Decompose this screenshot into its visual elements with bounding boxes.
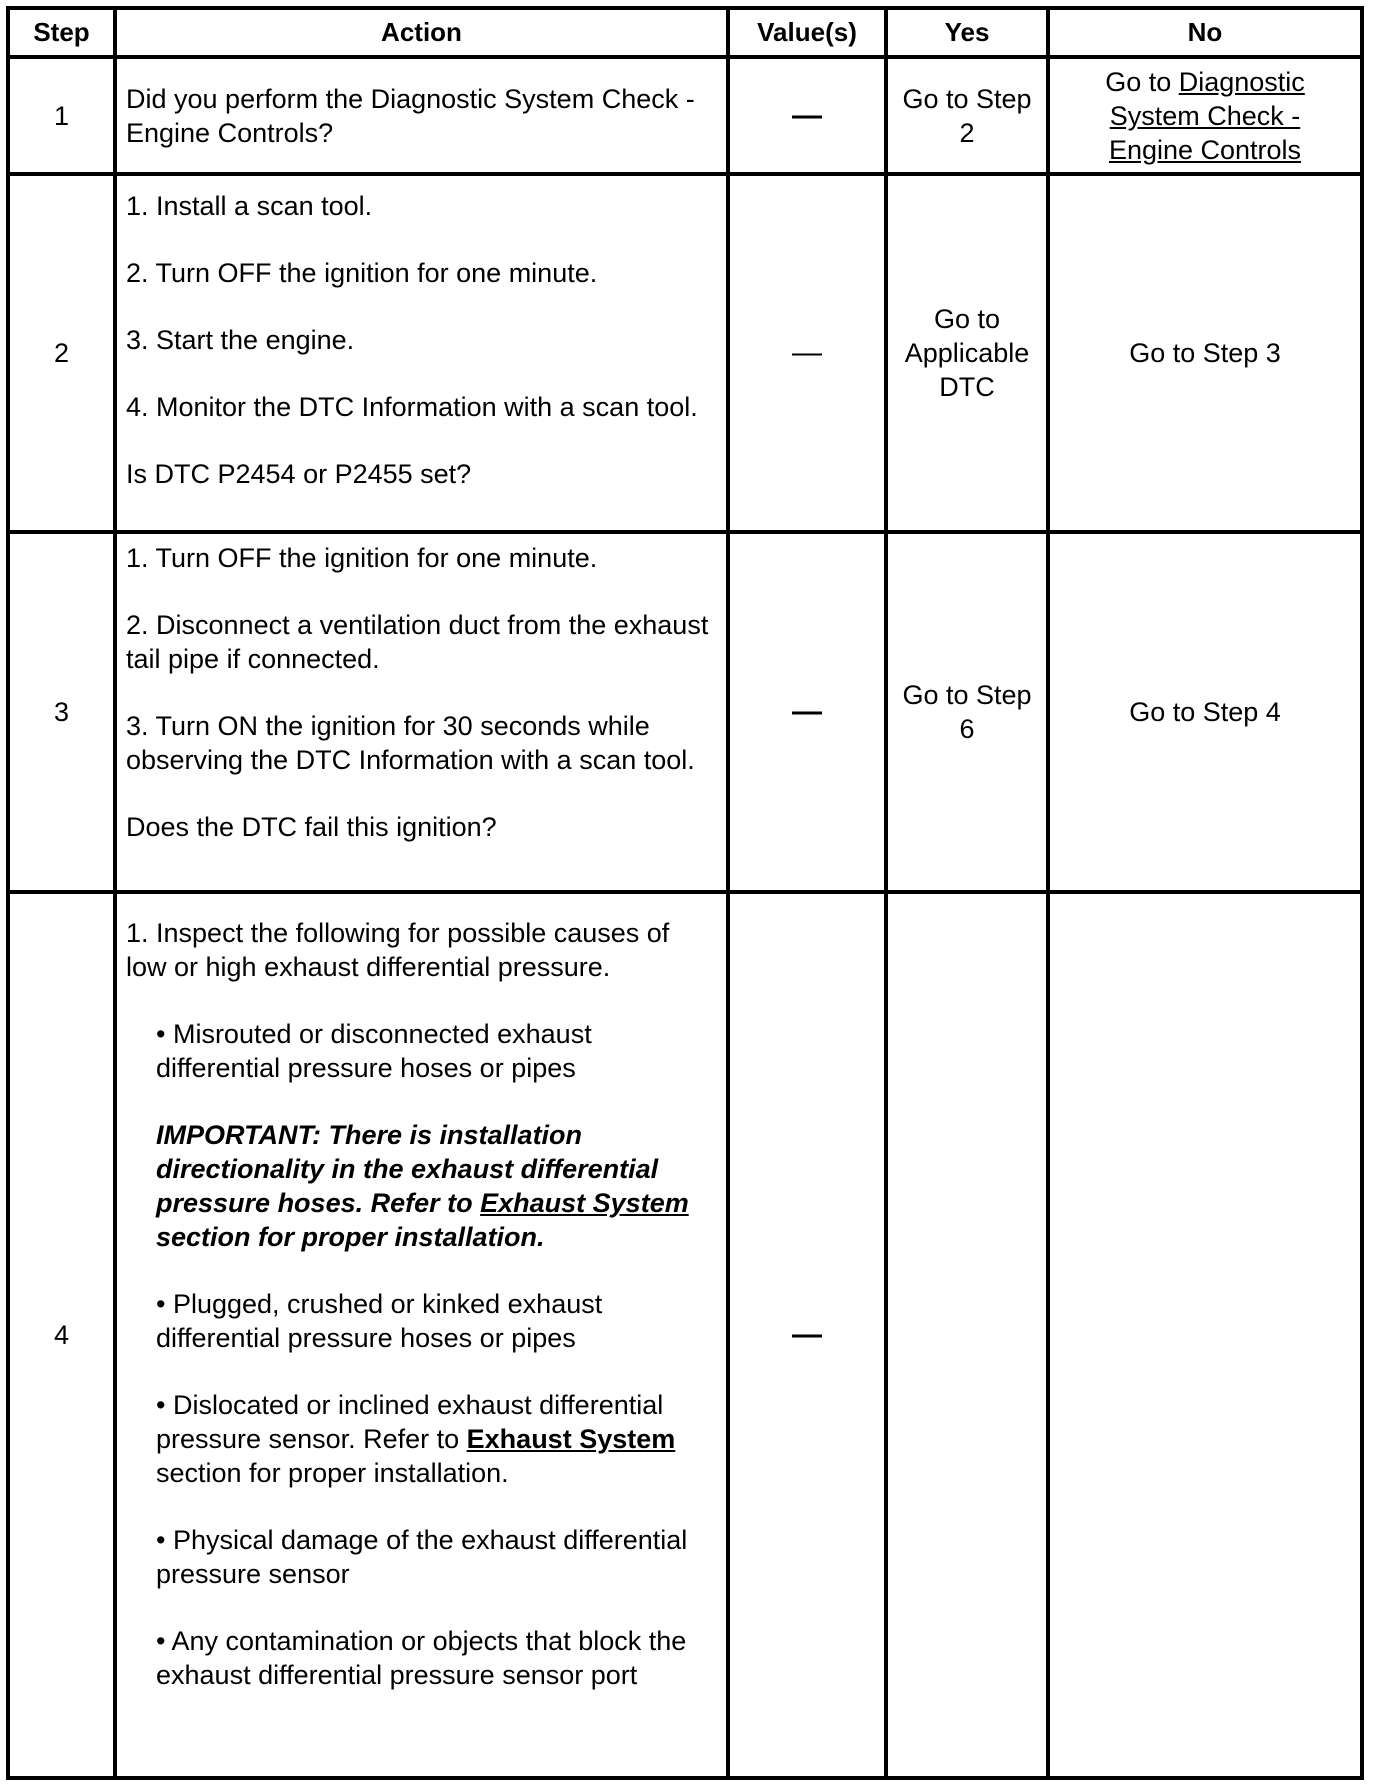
table-border-right	[1360, 6, 1364, 1780]
row2-step: 2	[53, 338, 70, 368]
row1-yes-text: Go to Step 2	[902, 83, 1032, 148]
row4-bullet-plugged: • Plugged, crushed or kinked exhaust differential pressure hoses or pipes	[156, 1289, 603, 1353]
header-yes: Yes	[944, 17, 990, 47]
row2-no	[1050, 176, 1360, 530]
row4-bullet-dislocated	[126, 1388, 716, 1490]
row3-value	[730, 534, 884, 890]
row1-value	[730, 59, 884, 172]
row3-step: 3	[53, 697, 70, 727]
row4-no	[1050, 894, 1360, 1776]
row3-yes-text: Go to Step 6	[902, 680, 1032, 744]
row4-yes	[888, 894, 1046, 1776]
row3-yes	[888, 534, 1046, 890]
row1-action-text: Did you perform the Diagnostic System Check - Engine Controls?	[126, 84, 695, 148]
exhaust-system-link-important[interactable]: Exhaust System	[480, 1188, 689, 1218]
row4-important-note	[126, 1118, 716, 1254]
row4-bullet-contamination: • Any contamination or objects that block the exhaust differential pressure sensor port	[156, 1626, 687, 1690]
row4-step: 4	[53, 1320, 70, 1350]
row1-action	[117, 59, 726, 172]
table-border-bottom	[6, 1776, 1364, 1780]
row3-no-text: Go to Step 4	[1129, 697, 1281, 727]
dislocated-text-a: • Dislocated or inclined exhaust differential pressure sensor. Refer to	[156, 1390, 664, 1454]
row3-action-item-3: 3. Turn ON the ignition for 30 seconds while observing the DTC Information with a scan tool.	[126, 711, 695, 775]
row4-bullet-misrouted: • Misrouted or disconnected exhaust differential pressure hoses or pipes	[156, 1019, 592, 1083]
header-values: Value(s)	[757, 17, 857, 47]
row1-no	[1050, 59, 1360, 172]
row2-action-question: Is DTC P2454 or P2455 set?	[126, 459, 472, 489]
row4-action-intro: 1. Inspect the following for possible causes of low or high exhaust differential pressure.	[126, 918, 670, 982]
row3-action	[117, 534, 726, 890]
row2-action-item-3: 3. Start the engine.	[126, 325, 355, 355]
row3-action-item-2: 2. Disconnect a ventilation duct from the exhaust tail pipe if connected.	[126, 610, 709, 674]
row2-action-item-4: 4. Monitor the DTC Information with a scan tool.	[126, 392, 698, 422]
row1-value-dash: —	[792, 98, 822, 132]
row3-no	[1050, 534, 1360, 890]
diagnostic-table	[6, 6, 1364, 1780]
row1-yes	[888, 59, 1046, 172]
row4-action	[117, 894, 726, 1776]
row1-step: 1	[53, 100, 70, 131]
header-step: Step	[33, 17, 90, 47]
row4-value-dash: —	[792, 1318, 822, 1351]
row4-bullet-damage: • Physical damage of the exhaust differential pressure sensor	[156, 1525, 688, 1589]
row2-value-dash: —	[792, 336, 822, 369]
important-text-b: section for proper installation.	[156, 1222, 545, 1252]
row3-value-dash: —	[792, 695, 822, 728]
row2-action-item-2: 2. Turn OFF the ignition for one minute.	[126, 258, 598, 288]
row4-value	[730, 894, 884, 1776]
row3-action-item-1: 1. Turn OFF the ignition for one minute.	[126, 543, 598, 573]
row2-action	[117, 176, 726, 530]
dislocated-text-b: section for proper installation.	[156, 1458, 509, 1488]
row1-no-prefix: Go to	[1105, 66, 1179, 97]
row2-yes-text: Go to Applicable DTC	[904, 304, 1030, 402]
row2-yes	[888, 176, 1046, 530]
row3-action-question: Does the DTC fail this ignition?	[126, 812, 497, 842]
exhaust-system-link[interactable]: Exhaust System	[466, 1424, 676, 1454]
row2-action-item-1: 1. Install a scan tool.	[126, 191, 373, 221]
row2-value	[730, 176, 884, 530]
row2-no-text: Go to Step 3	[1129, 338, 1281, 368]
header-no: No	[1187, 17, 1223, 47]
diagnostic-system-check-link[interactable]: Diagnostic System Check - Engine Controls	[1108, 66, 1305, 165]
header-action: Action	[381, 17, 462, 47]
important-text-a: IMPORTANT: There is installation directionality in the exhaust differential pressure hoses. Refer to	[156, 1120, 659, 1218]
